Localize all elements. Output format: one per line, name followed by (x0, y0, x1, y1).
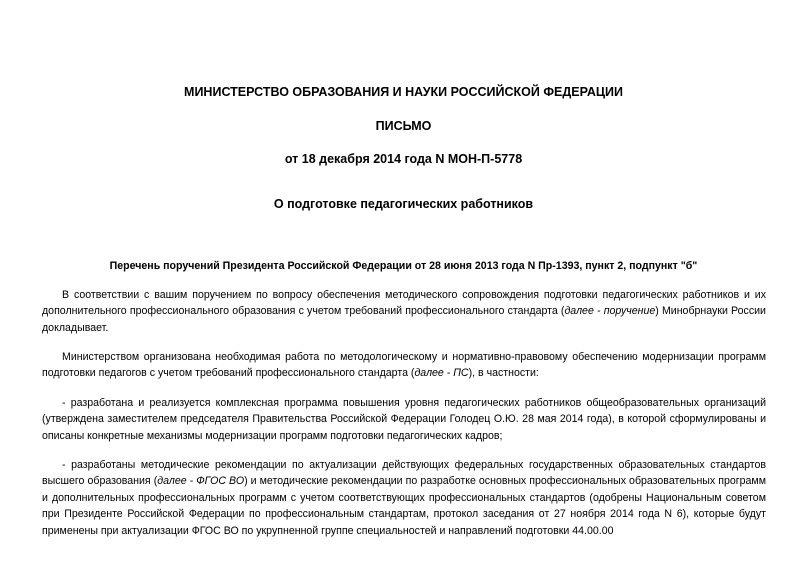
paragraph-2-text-a: Министерством организована необходимая работа по методологическому и нормативно-правовому обеспечению модернизации программ подготовки педагогов с учетом требований профессионального стандарта ( (42, 351, 766, 380)
paragraph-1-text-b: ) Минобрнауки России докладывает. (42, 305, 766, 334)
ministry-heading: МИНИСТЕРСТВО ОБРАЗОВАНИЯ И НАУКИ РОССИЙСКОЙ ФЕДЕРАЦИИ (184, 85, 623, 99)
paragraph-3 (42, 395, 766, 444)
paragraph-4-abbrev: далее - ФГОС ВО (157, 475, 245, 488)
paragraph-2-text-b: ), в частности: (468, 367, 539, 380)
date-number-heading: от 18 декабря 2014 года N МОН-П-5778 (284, 152, 523, 166)
subject-heading: О подготовке педагогических работников (273, 197, 534, 211)
reference-heading: Перечень поручений Президента Российской Федерации от 28 июня 2013 года N Пр-1393, пункт 2, подпункт "б" (109, 260, 698, 272)
paragraph-1-text-a: В соответствии с вашим поручением по вопросу обеспечения методического сопровождения подготовки педагогических работников и их дополнительного профессионального образования с учетом требований профессионального стандарта ( (42, 289, 766, 318)
paragraph-2 (42, 349, 766, 382)
document-type-heading: ПИСЬМО (375, 119, 432, 133)
paragraph-4-text-a: - разработаны методические рекомендации по актуализации действующих федеральных государственных образовательных стандартов высшего образования ( (42, 459, 766, 488)
paragraph-4 (42, 457, 766, 539)
paragraph-4-text-b: ) и методические рекомендации по разработке основных профессиональных образовательных программ и дополнительных профессиональных программ с учетом соответствующих профессиональных стандартов (одобрены Национальным советом при Президенте Российской Федерации по профессиональным стандартам, протокол заседания от 27 ноября 2014 года N 6), которые будут применены при актуализации ФГОС ВО по укрупненной группе специальностей и направлений подготовки 44.00.00 (42, 475, 766, 537)
paragraph-2-abbrev: далее - ПС (414, 367, 469, 380)
paragraph-1-abbrev: далее - поручение (564, 305, 656, 318)
paragraph-1 (42, 287, 766, 336)
paragraph-3-text: - разработана и реализуется комплексная программа повышения уровня педагогических работников общеобразовательных организаций (утверждена заместителем председателя Правительства Российской Федерации Голодец О.Ю. 28 мая 2014 года), в которой сформулированы и описаны конкретные механизмы модернизации программ подготовки педагогических кадров; (42, 397, 766, 442)
